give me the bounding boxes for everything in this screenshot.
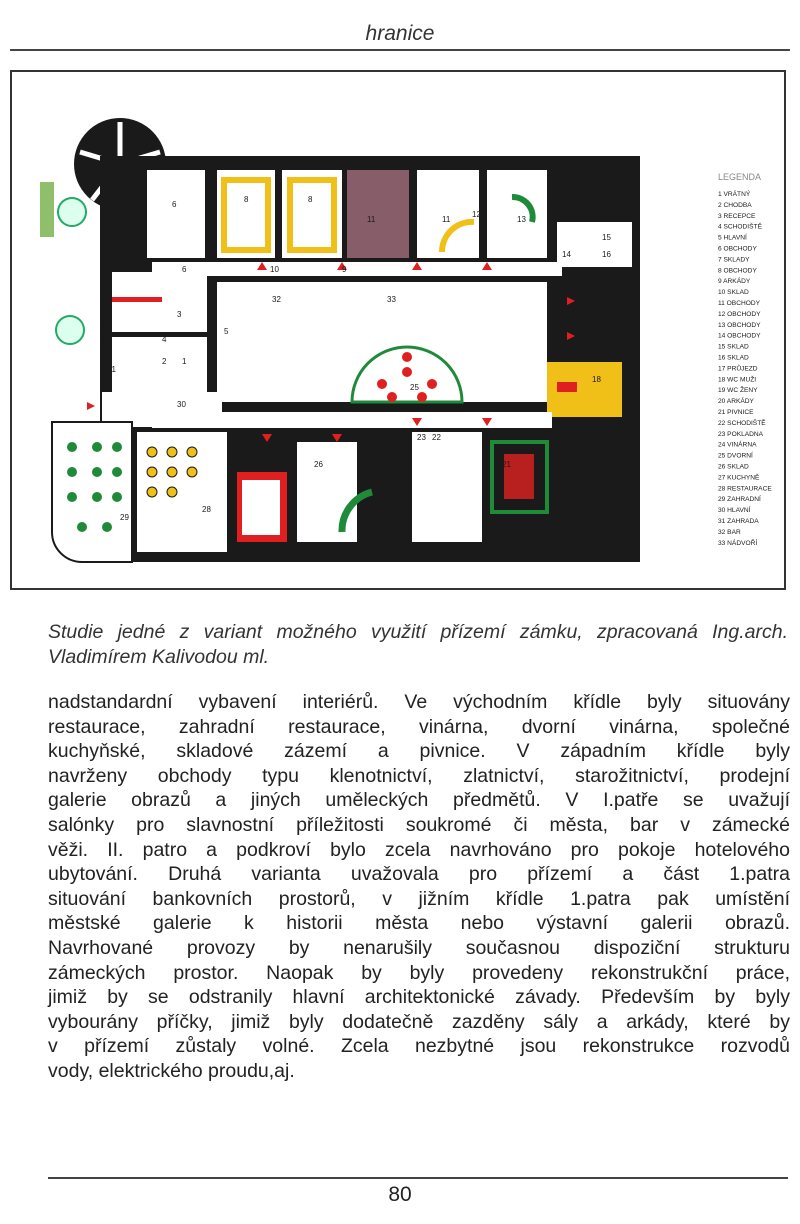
room [487,170,547,258]
room-red-stripe [112,297,162,302]
room-number: 26 [314,460,323,469]
room-number: 11 [442,215,451,224]
room-number: 7 [122,153,127,162]
room [557,222,632,267]
legend [718,172,772,547]
room-number: 5 [224,327,229,336]
legend-item: 32 BAR [718,528,741,536]
room-number: 16 [602,250,611,259]
room-number: 8 [244,195,249,204]
legend-item: 11 OBCHODY [718,300,761,307]
room-number: 2 [162,357,167,366]
legend-item: 8 OBCHODY [718,267,757,275]
room-number: 8 [308,195,313,204]
corridor-south [152,412,552,428]
legend-item: 26 SKLAD [718,463,749,471]
room-number: 33 [387,295,396,304]
room-pink [347,170,409,258]
room [147,170,205,258]
room-number: 6 [182,265,187,274]
legend-item: 10 SKLAD [718,289,749,297]
room-number: 17 [602,332,611,341]
legend-item: 31 ZAHRADA [718,518,759,525]
room-number: 1 [182,357,187,366]
room-number: 12 [472,210,481,219]
room-red [557,382,577,392]
room-number: 22 [432,433,441,442]
room-number: 31 [107,365,116,374]
tree [58,198,86,226]
body-line: jimiž by se odstranily hlavní architektonické závady. Především by byly [48,986,790,1009]
room-number: 17 [602,297,611,306]
body-text [48,690,790,1084]
legend-item: 1 VRÁTNÝ [718,191,751,198]
legend-item: 30 HLAVNÍ [718,507,751,515]
garden-strip [40,182,54,237]
room-number: 27 [257,460,266,469]
room-number: 3 [177,310,182,319]
legend-item: 9 ARKÁDY [718,278,751,286]
legend-item: 16 SKLAD [718,354,749,362]
body-line: nadstandardní vybavení interiérů. Ve východním křídle byly situovány [48,691,790,713]
legend-item: 17 PRŮJEZD [718,365,758,373]
legend-item: 28 RESTAURACE [718,485,772,493]
room-number: 11 [367,215,376,224]
body-line: kuchyňské, skladové zázemí a pivnice. V západním křídle byly [48,740,790,763]
legend-item: 4 SCHODIŠTĚ [718,223,762,231]
legend-item: 33 NÁDVOŘÍ [718,539,758,547]
legend-item: 15 SKLAD [718,343,749,351]
room [417,170,479,258]
tree [56,316,84,344]
legend-item: 22 SCHODIŠTĚ [718,419,766,427]
room [412,432,482,542]
body-line: salónky pro slavnostní příležitosti soukromé či města, bar v zámecké [48,813,790,836]
room [112,337,207,392]
corridor-north [152,262,562,276]
body-line: navrženy obchody typu klenotnictví, zlatnictví, starožitnictví, prodejní [48,764,790,787]
legend-title: LEGENDA [718,172,762,182]
floor-plan-figure [10,70,786,590]
legend-item: 19 WC ŽENY [718,387,758,395]
legend-item: 23 POKLADNA [718,430,764,438]
figure-caption: Studie jedné z variant možného využití přízemí zámku, zpracovaná Ing.arch. Vladimírem Kalivodou ml. [48,621,788,668]
room [242,480,280,535]
room [297,442,357,542]
room-number: 24 [362,460,371,469]
room-number: 9 [342,265,347,274]
legend-item: 24 VINÁRNA [718,441,757,449]
legend-item: 12 OBCHODY [718,310,761,318]
legend-item: 7 SKLADY [718,256,750,264]
header-rule [10,49,790,51]
body-line: věži. II. patro a podkroví bylo zcela navrhováno pro pokoje hotelového [48,838,790,861]
room-number: 15 [602,233,611,242]
body-line: Navrhované provozy by nenarušily současnou dispoziční strukturu [48,936,790,959]
legend-item: 27 KUCHYNĚ [718,474,760,482]
room-number: 25 [410,383,419,392]
room-number: 4 [162,335,167,344]
footer-rule [48,1177,788,1179]
legend-item: 29 ZAHRADNÍ [718,496,761,504]
legend-item: 18 WC MUŽI [718,376,757,384]
body-line: vody, elektrického proudu,aj. [48,1059,295,1082]
body-line: vybourány příčky, jimiž byly dodatečně zazděny sály a arkády, které by [48,1010,790,1033]
legend-item: 2 CHODBA [718,201,752,209]
legend-item: 13 OBCHODY [718,321,761,329]
room-number: 20 [472,405,481,414]
legend-item: 3 RECEPCE [718,212,756,220]
room-number: 18 [592,375,601,384]
body-line: městské galerie k historii města nebo výstavní galerii obrazů. [48,912,790,935]
body-line: zámeckých prostor. Naopak by byly provedeny rekonstrukční práce, [48,961,790,984]
legend-item: 21 PIVNICE [718,409,754,416]
legend-item: 5 HLAVNÍ [718,234,747,242]
body-line: restaurace, zahradní restaurace, vinárna, dvorní vinárna, společné [48,715,790,738]
room-number: 14 [562,250,571,259]
room-number: 29 [120,513,129,522]
room-number: 21 [502,460,511,469]
room-number: 30 [177,400,186,409]
room-number: 23 [417,433,426,442]
room-number: 32 [272,295,281,304]
floor-plan-drawing [12,72,784,588]
running-header: hranice [365,22,435,45]
body-line: ubytování. Druhá varianta uvažovala pro přízemí a část 1.patra [48,863,790,886]
room-number: 6 [172,200,177,209]
body-line: galerie obrazů a jiných uměleckých předmětů. V I.patře se uvažují [48,789,790,812]
page-number: 80 [388,1183,412,1206]
room-number: 28 [202,505,211,514]
legend-item: 20 ARKÁDY [718,398,754,406]
legend-item: 6 OBCHODY [718,245,757,253]
legend-item: 14 OBCHODY [718,332,761,340]
legend-item: 25 DVORNÍ [718,452,753,460]
body-line: v přízemí zůstaly volné. Zcela nezbytné jsou rekonstrukce rozvodů [48,1035,790,1058]
room-number: 13 [517,215,526,224]
body-line: situování bankovních prostorů, v jižním křídle 1.patra pak umístění [48,887,790,910]
room-number: 10 [270,265,279,274]
